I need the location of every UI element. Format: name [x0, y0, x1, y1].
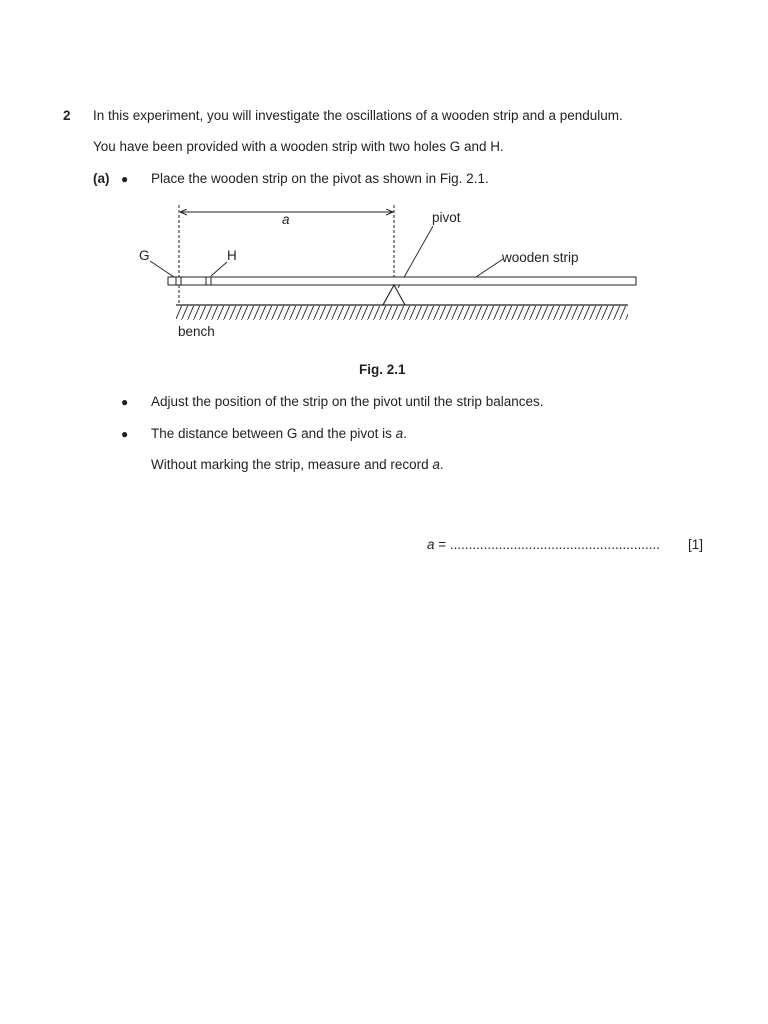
strip-leader — [476, 259, 503, 277]
wooden-strip — [168, 277, 636, 285]
label-bench: bench — [178, 324, 215, 339]
step-3-main: The distance between G and the pivot is — [151, 426, 396, 441]
part-a-label: (a) — [93, 171, 110, 186]
step-3-end: . — [403, 426, 407, 441]
question-number: 2 — [63, 108, 71, 123]
figure-2-1 — [0, 0, 768, 400]
step-3-text — [151, 426, 407, 441]
bullet-1: ● — [121, 172, 129, 186]
answer-eq: = — [434, 537, 450, 552]
answer-line — [427, 537, 660, 552]
bench-hatching — [176, 306, 628, 320]
step-2-text: Adjust the position of the strip on the pivot until the strip balances. — [151, 394, 544, 409]
answer-var: a — [427, 537, 435, 552]
step-3-var: a — [395, 426, 404, 441]
pivot-triangle — [383, 285, 405, 305]
h-leader — [211, 262, 227, 276]
marks: [1] — [688, 537, 704, 552]
question-intro: In this experiment, you will investigate the oscillations of a wooden strip and a pendulum. — [93, 108, 623, 123]
step-4-var: a — [432, 457, 440, 472]
step-4-main: Without marking the strip, measure and record — [151, 457, 433, 472]
step-4-text — [151, 457, 444, 472]
step-4-end: . — [439, 457, 444, 472]
figure-caption: Fig. 2.1 — [359, 362, 406, 377]
step-1-text: Place the wooden strip on the pivot as shown in Fig. 2.1. — [151, 171, 489, 186]
answer-dots[interactable]: ........................................................ — [449, 537, 660, 552]
label-g: G — [139, 248, 150, 263]
g-leader — [150, 261, 174, 277]
label-h: H — [227, 248, 237, 263]
bullet-3: ● — [121, 427, 129, 441]
label-pivot: pivot — [432, 210, 461, 225]
bullet-2: ● — [121, 395, 129, 409]
label-a: a — [282, 212, 290, 227]
label-wooden-strip: wooden strip — [502, 250, 579, 265]
question-provided: You have been provided with a wooden strip with two holes G and H. — [93, 139, 504, 154]
